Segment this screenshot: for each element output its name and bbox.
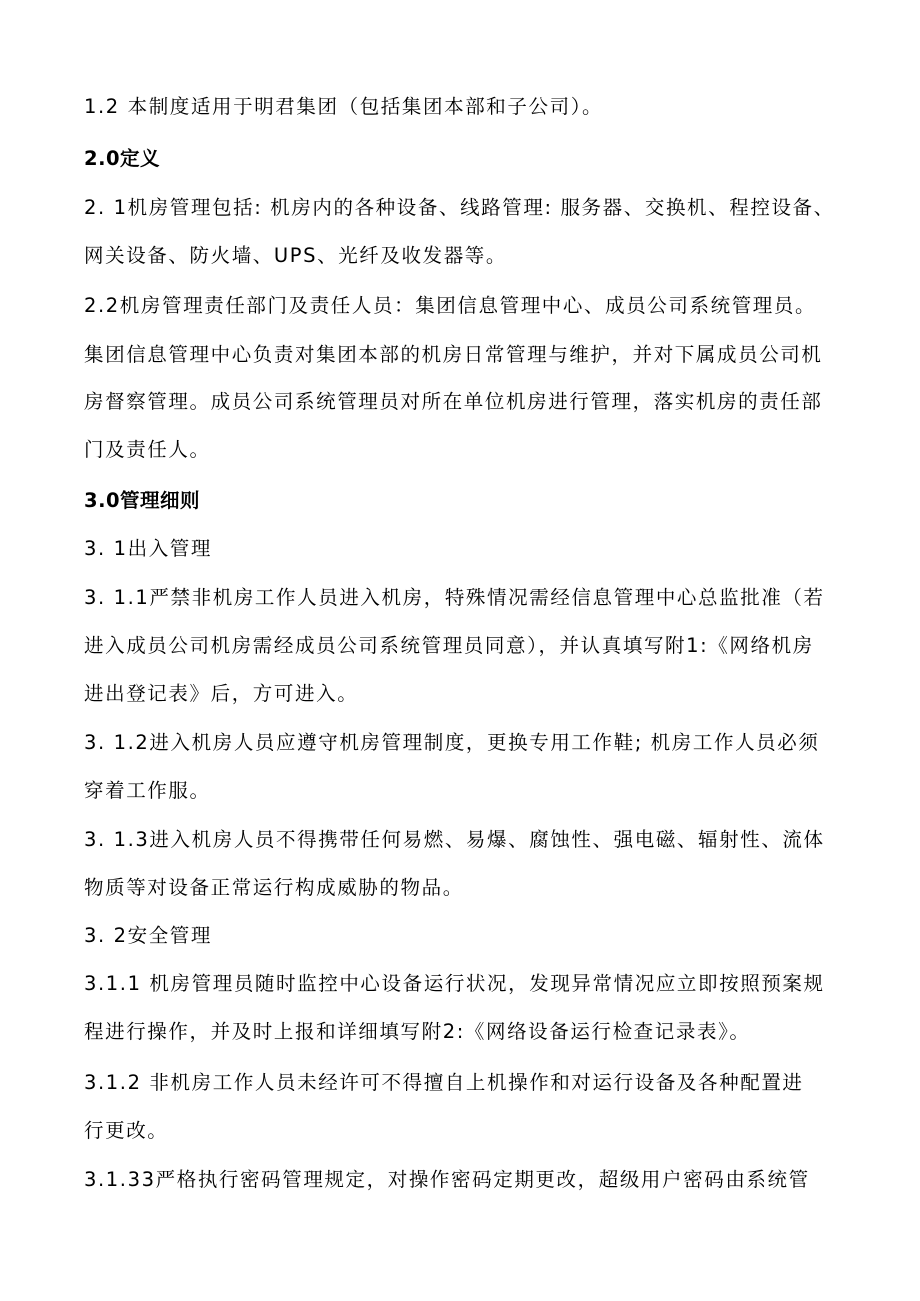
clause-2-1-line-1: 2. 1机房管理包括: 机房内的各种设备、线路管理: 服务器、交换机、程控设备、: [84, 196, 835, 219]
clause-3-1-3-line-2: 物质等对设备正常运行构成威胁的物品。: [84, 876, 464, 899]
subsection-access-management: 3. 1出入管理: [84, 537, 213, 560]
subsection-security-management: 3. 2安全管理: [84, 924, 213, 947]
clause-3-1-1-line-2: 进入成员公司机房需经成员公司系统管理员同意），并认真填写附1:《网络机房: [84, 634, 814, 657]
clause-1-2: 1.2 本制度适用于明君集团（包括集团本部和子公司）。: [84, 95, 604, 118]
clause-security-3-1-2-line-2: 行更改。: [84, 1119, 169, 1142]
clause-3-1-3-line-1: 3. 1.3进入机房人员不得携带任何易燃、易爆、腐蚀性、强电磁、辐射性、流体: [84, 828, 825, 851]
clause-2-2-line-1: 2.2机房管理责任部门及责任人员：集团信息管理中心、成员公司系统管理员。: [84, 294, 817, 317]
clause-3-1-1-line-3: 进出登记表》后，方可进入。: [84, 682, 359, 705]
clause-2-2-line-3: 房督察管理。成员公司系统管理员对所在单位机房进行管理，落实机房的责任部: [84, 390, 823, 413]
clause-security-3-1-1-line-1: 3.1.1 机房管理员随时监控中心设备运行状况，发现异常情况应立即按照预案规: [84, 972, 825, 995]
clause-security-3-1-1-line-2: 程进行操作，并及时上报和详细填写附2:《网络设备运行检查记录表》。: [84, 1020, 751, 1043]
clause-2-2-line-4: 门及责任人。: [84, 438, 211, 461]
clause-security-3-1-3-line-1: 3.1.33严格执行密码管理规定，对操作密码定期更改，超级用户密码由系统管: [84, 1168, 810, 1191]
clause-3-1-2-line-1: 3. 1.2进入机房人员应遵守机房管理制度，更换专用工作鞋; 机房工作人员必须: [84, 731, 820, 754]
clause-security-3-1-2-line-1: 3.1.2 非机房工作人员未经许可不得擅自上机操作和对运行设备及各种配置进: [84, 1071, 804, 1094]
section-heading-rules: 3.0管理细则: [84, 489, 201, 512]
clause-2-1-line-2: 网关设备、防火墙、UPS、光纤及收发器等。: [84, 244, 508, 267]
section-heading-definitions: 2.0定义: [84, 147, 161, 170]
clause-2-2-line-2: 集团信息管理中心负责对集团本部的机房日常管理与维护，并对下属成员公司机: [84, 343, 823, 366]
clause-3-1-1-line-1: 3. 1.1严禁非机房工作人员进入机房，特殊情况需经信息管理中心总监批准（若: [84, 586, 825, 609]
clause-3-1-2-line-2: 穿着工作服。: [84, 779, 211, 802]
